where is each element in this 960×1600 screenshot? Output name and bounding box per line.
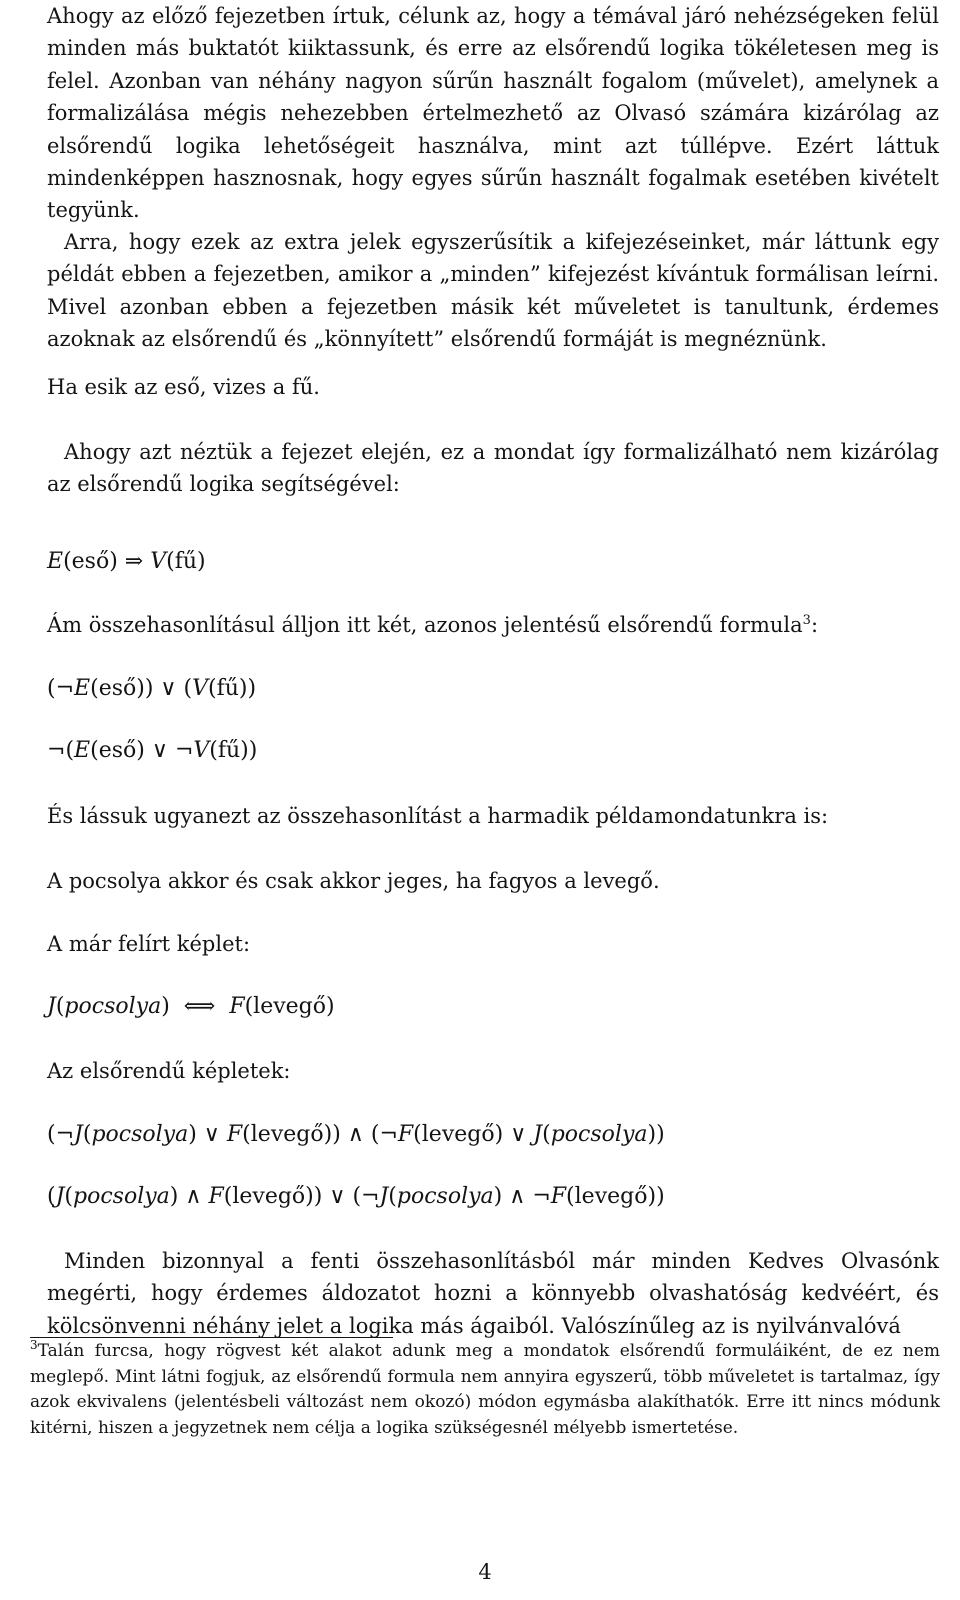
paragraph-written-formula: A már felírt képlet: [47, 932, 251, 956]
footnote-text: Talán furcsa, hogy rögvest két alakot adunk meg a mondatok elsőrendű formuláiként, de ez nem meglepő. Mint látni fogjuk, az elsőrendű formula nem annyira egyszerű, több műveletet is tartalmaz, így azok ekvivalens (jelentésbeli változást nem okozó) módon egymásba alakíthatók. Erre itt nincs módunk kitérni, hiszen a jegyzetnek nem célja a logika szükségesnél mélyebb ismertetése. [30, 1341, 940, 1438]
footnote-divider [30, 1337, 393, 1338]
footnote-reference: 3 [802, 613, 811, 628]
formula-disjunction: (¬E(eső)) ∨ (V(fű)) [47, 676, 257, 701]
paragraph-third-example: És lássuk ugyanezt az összehasonlítást a harmadik példamondatunkra is: [47, 804, 829, 828]
paragraph-first-order-formulas: Az elsőrendű képletek: [47, 1059, 291, 1083]
paragraph-extra-signs: Arra, hogy ezek az extra jelek egyszerűsítik a kifejezéseinket, már láttunk egy példát ebben a fejezetben, amikor a „minden” kifejezést kívántuk formálisan leírni. Mivel azonban ebben a fejezetben másik két műveletet is tanultunk, érdemes azoknak az elsőrendű és „könnyített” elsőrendű formáját is megnéznünk. [47, 230, 939, 352]
formula-dnf: (J(pocsolya) ∧ F(levegő)) ∨ (¬J(pocsolya) ∧ ¬F(levegő)) [47, 1184, 665, 1209]
page-number: 4 [478, 1560, 492, 1584]
footnote [30, 1339, 940, 1441]
paragraph-conclusion: Minden bizonnyal a fenti összehasonlításból már minden Kedves Olvasónk megérti, hogy érdemes áldozatot hozni a könnyebb olvashatóság kedvéért, és kölcsönvenni néhány jelet a logika más ágaiból. Valószínűleg az is nyilvánvalóvá [47, 1249, 939, 1338]
formula-equivalence: J(pocsolya) ⟺ F(levegő) [47, 994, 335, 1019]
footnote-mark: 3 [30, 1338, 38, 1352]
formula-negated-disjunction: ¬(E(eső) ∨ ¬V(fű)) [47, 738, 258, 763]
paragraph-comparison: Ám összehasonlításul álljon itt két, azonos jelentésű elsőrendű formula$^3$: [47, 613, 819, 637]
formula-cnf: (¬J(pocsolya) ∨ F(levegő)) ∧ (¬F(levegő) ∨ J(pocsolya)) [47, 1122, 665, 1147]
paragraph-formalization: Ahogy azt néztük a fejezet elején, ez a mondat így formalizálható nem kizárólag az elsőrendű logika segítségével: [47, 440, 939, 497]
formula-implication: E(eső) ⇒ V(fű) [47, 549, 206, 574]
example-sentence-rain: Ha esik az eső, vizes a fű. [47, 375, 320, 399]
example-sentence-puddle: A pocsolya akkor és csak akkor jeges, ha fagyos a levegő. [47, 869, 660, 893]
document-page [30, 0, 940, 1600]
paragraph-intro: Ahogy az előző fejezetben írtuk, célunk az, hogy a témával járó nehézségeken felül minden más buktatót kiiktassunk, és erre az elsőrendű logika tökéletesen meg is felel. Azonban van néhány nagyon sűrűn használt fogalom (művelet), amelynek a formalizálása mégis nehezebben értelmezhető az Olvasó számára kizárólag az elsőrendű logika lehetőségeit használva, mint azt túllépve. Ezért láttuk mindenképpen hasznosnak, hogy egyes sűrűn használt fogalmak esetében kivételt tegyünk. [47, 4, 939, 223]
